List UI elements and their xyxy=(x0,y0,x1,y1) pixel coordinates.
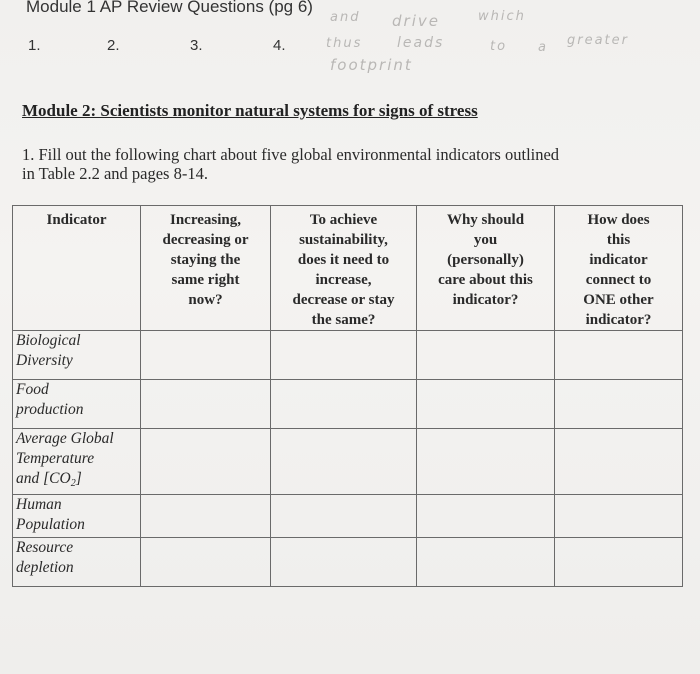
row-label xyxy=(13,429,141,495)
header-line: connect to xyxy=(585,272,652,288)
row-label-line xyxy=(16,469,140,494)
table-row-biological-diversity xyxy=(13,331,683,380)
header-indicator-line: Indicator xyxy=(46,212,107,228)
answer-cell[interactable] xyxy=(271,380,417,429)
header-line: How does xyxy=(587,212,650,228)
answer-cell[interactable] xyxy=(417,331,555,380)
table-row-food-production xyxy=(13,380,683,429)
row-label-line: Resource xyxy=(16,539,74,556)
header-line: sustainability, xyxy=(299,232,388,248)
header-line: indicator? xyxy=(452,292,519,308)
header-line: you xyxy=(473,232,498,248)
header-line: Increasing, xyxy=(170,212,241,228)
answer-cell[interactable] xyxy=(141,495,271,538)
row-label-line: Temperature xyxy=(16,450,95,467)
header-line: same right xyxy=(171,272,240,288)
row-label-line: Human xyxy=(16,496,62,513)
answer-cell[interactable] xyxy=(271,429,417,495)
question-number-2: 2. xyxy=(107,37,120,54)
question-prompt xyxy=(22,145,682,183)
prompt-line-2: in Table 2.2 and pages 8-14. xyxy=(22,164,208,183)
table-row-resource-depletion xyxy=(13,538,683,587)
page-header-title: Module 1 AP Review Questions (pg 6) xyxy=(26,0,313,16)
row-label xyxy=(13,331,141,380)
answer-cell[interactable] xyxy=(555,495,683,538)
header-line: increase, xyxy=(315,272,372,288)
answer-cell[interactable] xyxy=(141,538,271,587)
answer-cell[interactable] xyxy=(141,331,271,380)
header-connection xyxy=(555,206,683,331)
answer-cell[interactable] xyxy=(417,495,555,538)
row-label-line: Biological xyxy=(16,332,81,349)
header-line: indicator? xyxy=(585,312,652,328)
header-row xyxy=(13,206,683,331)
answer-cell[interactable] xyxy=(271,538,417,587)
answer-cell[interactable] xyxy=(555,538,683,587)
header-line: staying the xyxy=(170,252,241,268)
row-label-line: depletion xyxy=(16,559,74,576)
header-line: does it need to xyxy=(297,252,390,268)
answer-cell[interactable] xyxy=(417,429,555,495)
header-line: decrease or stay xyxy=(292,292,395,308)
table-row-human-population xyxy=(13,495,683,538)
handwriting-greater: greater xyxy=(567,33,630,48)
header-indicator xyxy=(13,206,141,331)
header-line: the same? xyxy=(311,312,376,328)
handwriting-leads: leads xyxy=(397,35,445,51)
handwriting-which: which xyxy=(478,9,526,24)
row-label xyxy=(13,380,141,429)
answer-cell[interactable] xyxy=(555,380,683,429)
answer-cell[interactable] xyxy=(271,495,417,538)
header-sustainability xyxy=(271,206,417,331)
header-line: (personally) xyxy=(447,252,524,268)
row-label-line: production xyxy=(16,401,84,418)
row-label-line: Diversity xyxy=(16,352,73,369)
row-label xyxy=(13,495,141,538)
row-label-line: Average Global xyxy=(16,430,114,447)
header-line: now? xyxy=(188,292,223,308)
answer-cell[interactable] xyxy=(141,380,271,429)
answer-cell[interactable] xyxy=(417,380,555,429)
answer-cell[interactable] xyxy=(555,331,683,380)
header-why-care xyxy=(417,206,555,331)
row-label xyxy=(13,538,141,587)
co2-subscript: 2 xyxy=(70,478,76,489)
module-2-heading: Module 2: Scientists monitor natural systems for signs of stress xyxy=(22,101,478,120)
handwriting-drive: drive xyxy=(392,12,440,30)
co2-text: and [CO xyxy=(16,470,71,487)
answer-cell[interactable] xyxy=(271,331,417,380)
question-number-3: 3. xyxy=(190,37,203,54)
header-line: indicator xyxy=(589,252,648,268)
header-line: care about this xyxy=(438,272,533,288)
header-line: Why should xyxy=(446,212,525,228)
header-trend xyxy=(141,206,271,331)
header-line: To achieve xyxy=(309,212,378,228)
handwriting-footprint: footprint xyxy=(330,56,413,74)
row-label-line: Food xyxy=(16,381,49,398)
question-number-1: 1. xyxy=(28,37,41,54)
row-label-line: Population xyxy=(16,516,85,533)
indicator-chart xyxy=(12,205,683,587)
prompt-line-1: 1. Fill out the following chart about five global environmental indicators outlined xyxy=(22,145,560,164)
answer-cell[interactable] xyxy=(555,429,683,495)
table-row-average-global-temperature xyxy=(13,429,683,495)
co2-bracket: ] xyxy=(75,470,82,487)
handwriting-and: and xyxy=(330,10,361,25)
header-line: decreasing or xyxy=(162,232,249,248)
question-number-4: 4. xyxy=(273,37,286,54)
handwriting-a: a xyxy=(538,40,548,55)
header-line: this xyxy=(606,232,631,248)
header-line: ONE other xyxy=(583,292,654,308)
handwriting-to: to xyxy=(490,39,508,54)
answer-cell[interactable] xyxy=(141,429,271,495)
answer-cell[interactable] xyxy=(417,538,555,587)
handwriting-thus: thus xyxy=(326,36,363,51)
